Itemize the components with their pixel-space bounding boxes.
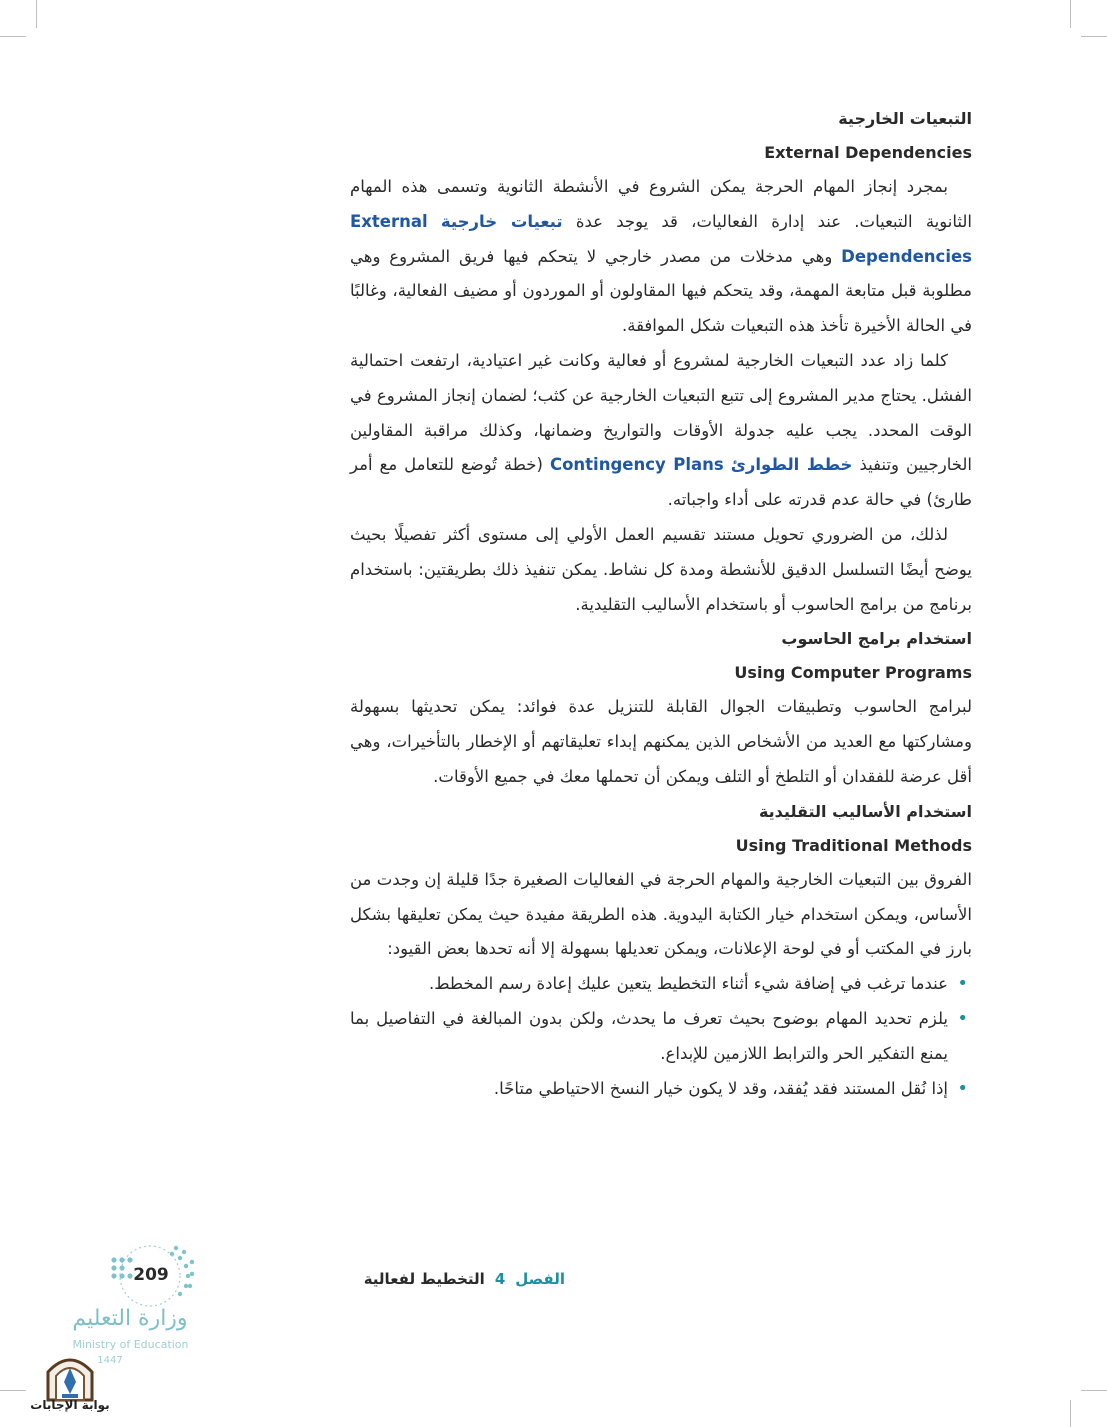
- ministry-name-ar: وزارة التعليم: [72, 1306, 188, 1331]
- heading-en-text: Using Traditional Methods: [735, 835, 972, 855]
- heading-traditional-methods-en: [350, 829, 972, 863]
- text-run: (خطة تُوضع للتعامل مع أمر طارئ) في حالة عدم قدرته على أداء واجباته.: [350, 455, 972, 510]
- ministry-year: 1447: [97, 1355, 123, 1366]
- list-item: • يلزم تحديد المهام بوضوح بحيث تعرف ما يحدث، ولكن بدون المبالغة في التفاصيل بما يمنع التفكير الحر والترابط اللازمين للإبداع.: [350, 1002, 972, 1072]
- ministry-name-en: Ministry of Education: [72, 1338, 189, 1351]
- page-footer: [350, 1266, 565, 1292]
- term-highlight-ar: خطط الطوارئ: [730, 455, 853, 475]
- crop-mark: [1081, 1390, 1107, 1391]
- portal-logo-icon: [42, 1350, 98, 1402]
- heading-computer-programs-ar: استخدام برامج الحاسوب: [781, 629, 972, 649]
- chapter-title: التخطيط لفعالية: [363, 1270, 485, 1288]
- crop-mark: [0, 1390, 26, 1391]
- page-number: 209: [133, 1265, 169, 1285]
- heading-external-dependencies-en: [350, 136, 972, 170]
- crop-mark: [1070, 0, 1071, 28]
- paragraph: [350, 344, 972, 518]
- crop-mark: [0, 36, 26, 37]
- text-run: كلما زاد عدد التبعيات الخارجية لمشروع أو فعالية وكانت غير اعتيادية، ارتفعت احتمالية الفشل. يحتاج مدير المشروع إلى تتبع التبعيات الخارجية عن كثب؛ لضمان إنجاز المشروع في الوقت المحدد. يجب عليه جدولة الأوقات والتواريخ وضمانها، وكذلك مراقبة المقاولين الخارجيين وتنفيذ: [350, 350, 972, 475]
- crop-mark: [36, 0, 37, 28]
- heading-en-text: Using Computer Programs: [734, 663, 972, 683]
- term-highlight-en: Contingency Plans: [549, 455, 724, 475]
- crop-mark: [1070, 1400, 1071, 1427]
- heading-en-text: External Dependencies: [764, 143, 972, 162]
- term-highlight-ar: تبعيات خارجية: [440, 211, 563, 231]
- paragraph: لبرامج الحاسوب وتطبيقات الجوال القابلة للتنزيل عدة فوائد: يمكن تحديثها بسهولة ومشاركتها مع العديد من الأشخاص الذين يمكنهم إبداء تعليقاتهم أو الإخطار بالتأخيرات، وهي أقل عرضة للفقدان أو التلطخ أو التلف ويمكن أن تحملها معك في جميع الأوقات.: [350, 697, 972, 786]
- paragraph: الفروق بين التبعيات الخارجية والمهام الحرجة في الفعاليات الصغيرة جدًا قليلة إن وجدت من الأساس، ويمكن استخدام خيار الكتابة اليدوية. هذه الطريقة مفيدة حيث يمكن تعليقها بشكل بارز في المكتب أو في لوحة الإعلانات، ويمكن تعديلها بسهولة إلا أنه تحدها بعض القيود:: [350, 869, 972, 959]
- text-run: بمجرد إنجاز المهام الحرجة يمكن الشروع في الأنشطة الثانوية وتسمى هذه المهام الثانوية التبعيات. عند إدارة الفعاليات، قد يوجد عدة: [350, 177, 972, 231]
- heading-computer-programs-en: [350, 656, 972, 690]
- limitations-list: [350, 967, 972, 1106]
- chapter-label: الفصل: [515, 1270, 565, 1288]
- paragraph: لذلك، من الضروري تحويل مستند تقسيم العمل الأولي إلى مستوى أكثر تفصيلًا بحيث يوضح أيضًا التسلسل الدقيق للأنشطة ومدة كل نشاط. يمكن تنفيذ ذلك بطريقتين: باستخدام برنامج من برامج الحاسوب أو باستخدام الأساليب التقليدية.: [350, 524, 972, 614]
- list-item: • إذا نُقل المستند فقد يُفقد، وقد لا يكون خيار النسخ الاحتياطي متاحًا.: [350, 1072, 972, 1107]
- page-content: [350, 102, 972, 1106]
- text-run: وهي مدخلات من مصدر خارجي لا يتحكم فيها فريق المشروع وهي مطلوبة قبل متابعة المهمة، وقد يتحكم فيها المقاولون أو الموردون أو مضيف الفعالية، وغالبًا في الحالة الأخيرة تأخذ هذه التبعيات شكل الموافقة.: [350, 246, 972, 336]
- heading-external-dependencies-ar: التبعيات الخارجية: [838, 109, 972, 128]
- portal-name: بوابة الإجابات: [30, 1398, 110, 1412]
- term-highlight-en: External Dependencies: [350, 211, 972, 266]
- crop-mark: [1081, 36, 1107, 37]
- paragraph: [350, 170, 972, 344]
- chapter-number: 4: [494, 1270, 506, 1288]
- list-item: • عندما ترغب في إضافة شيء أثناء التخطيط يتعين عليك إعادة رسم المخطط.: [350, 967, 972, 1002]
- heading-traditional-methods-ar: استخدام الأساليب التقليدية: [758, 801, 972, 821]
